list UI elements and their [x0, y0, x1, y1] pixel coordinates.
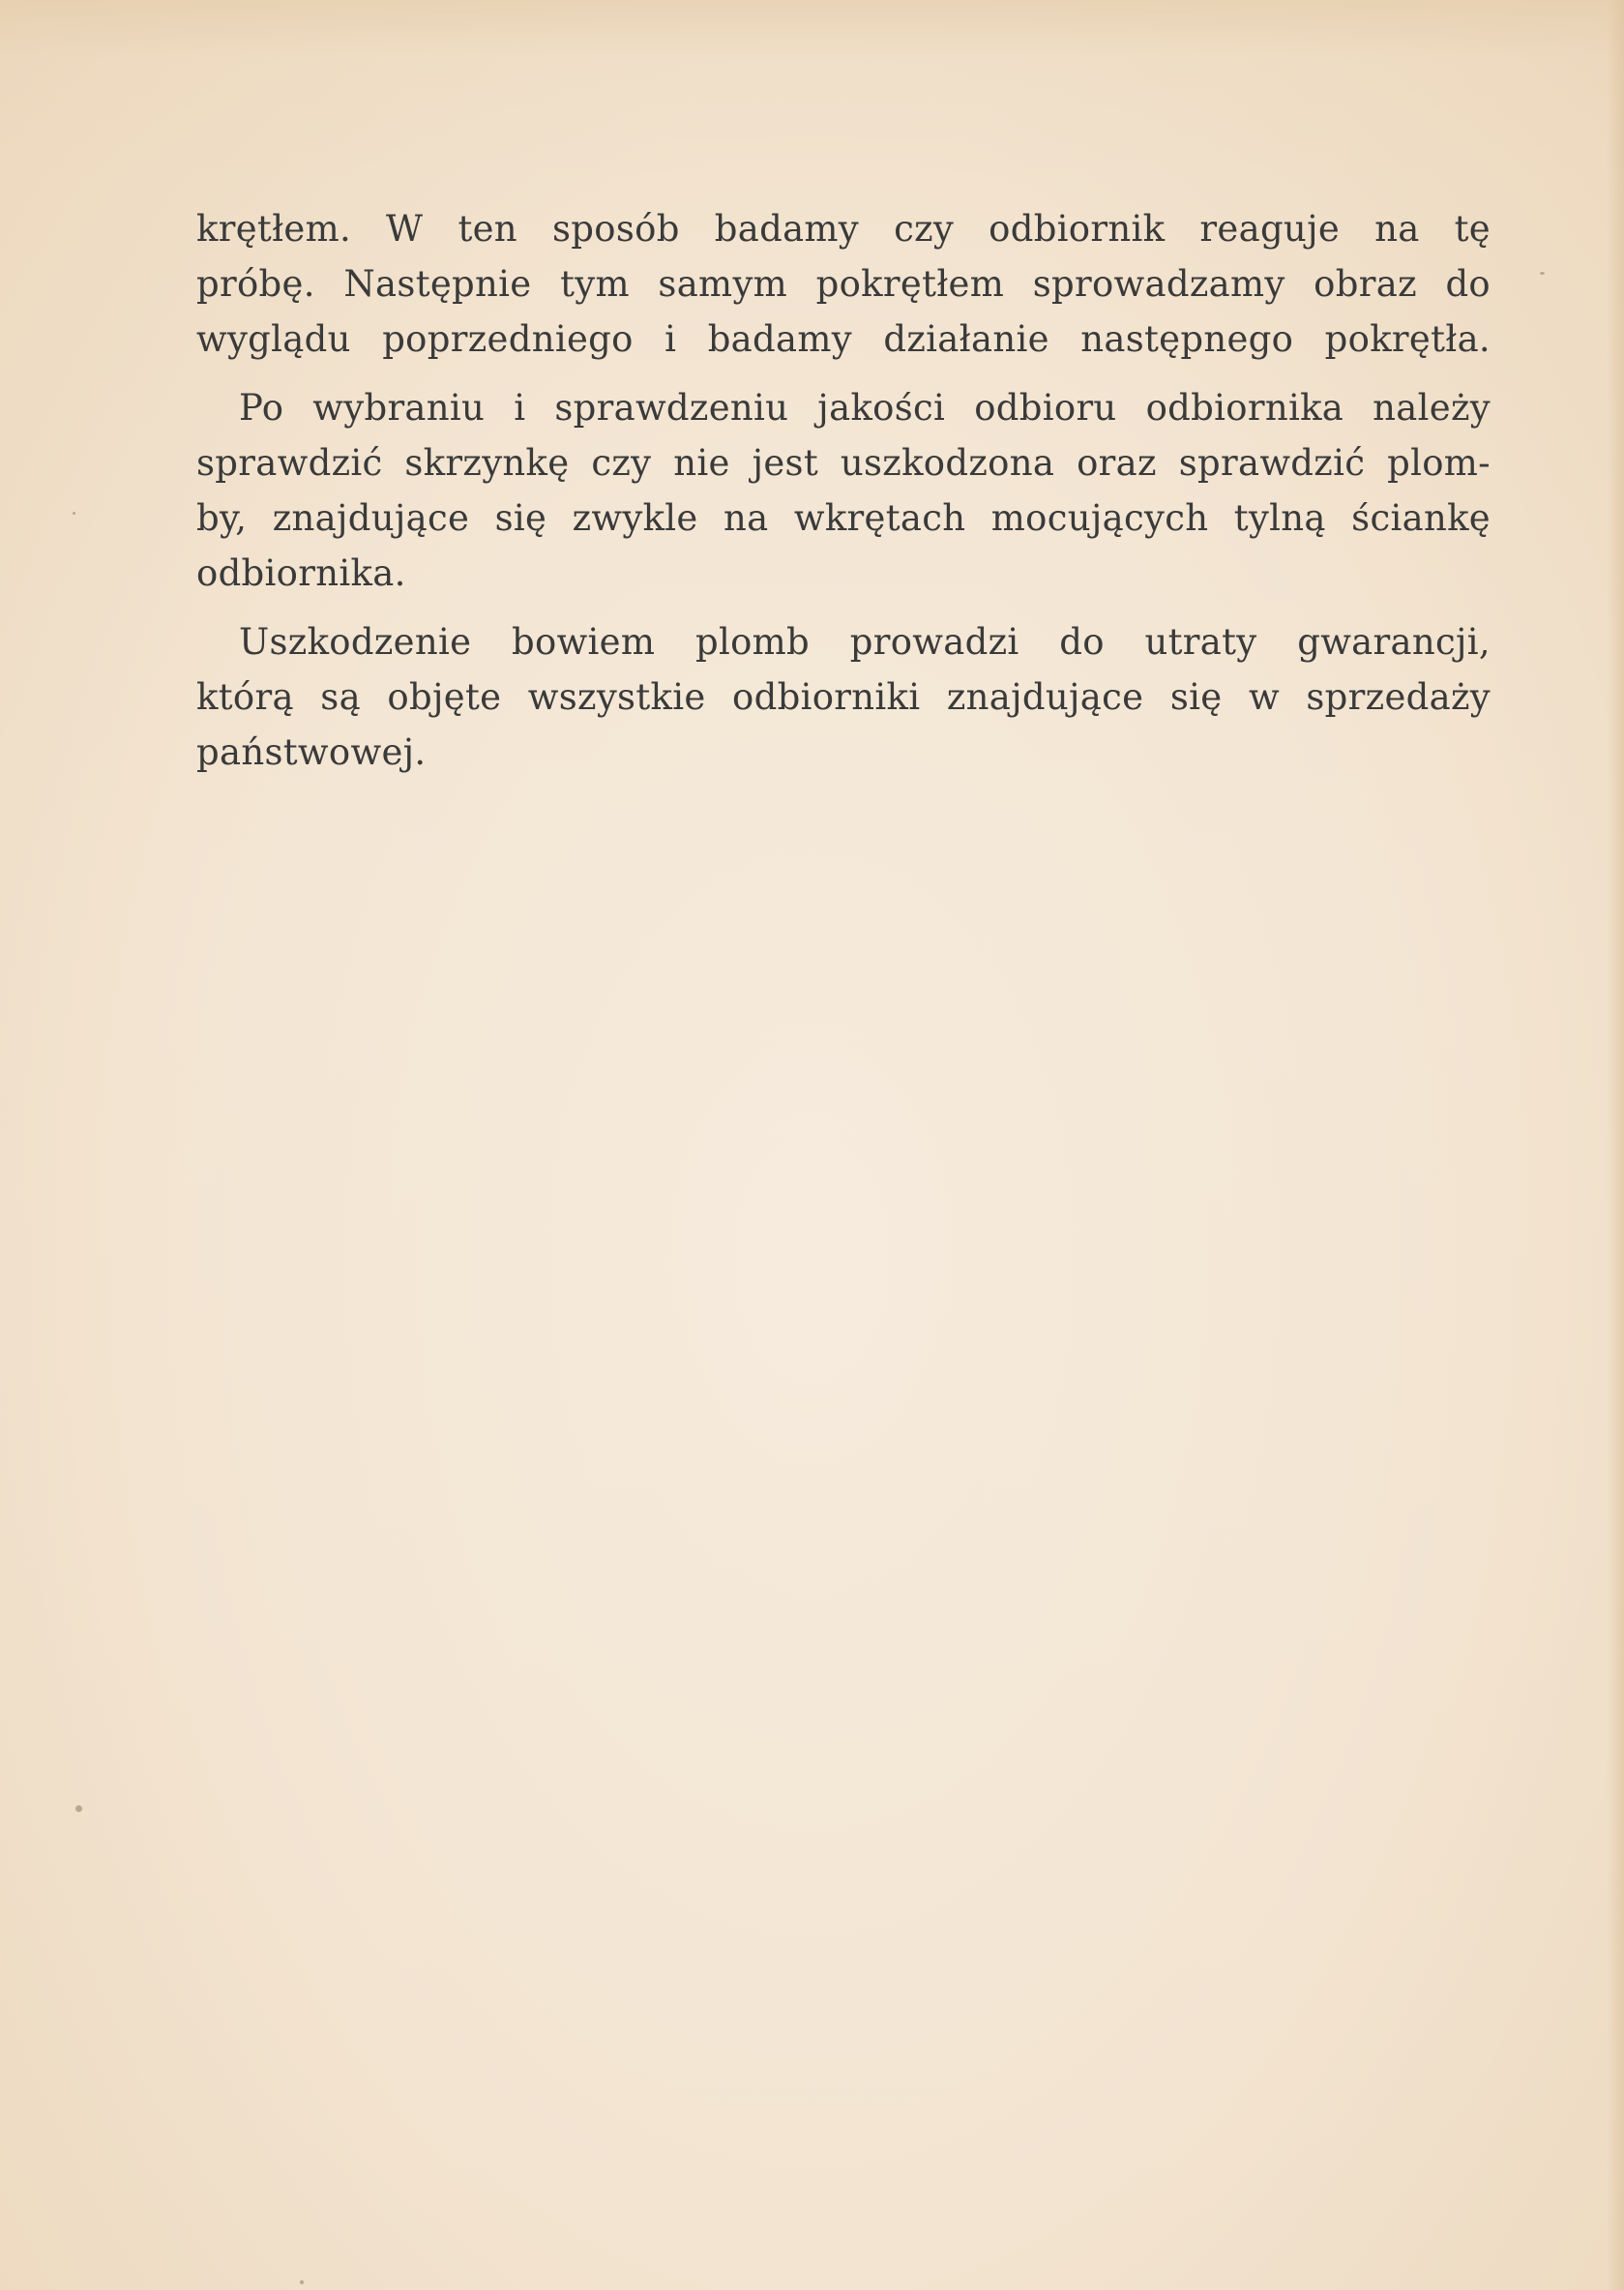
paper-speck	[73, 512, 75, 515]
text-line: Po wybraniu i sprawdzeniu jakości odbioru odbiornika należy	[239, 387, 1491, 429]
text-line: państwowej.	[196, 731, 427, 773]
text-line: krętłem. W ten sposób badamy czy odbiornik reaguje na tę	[196, 208, 1491, 250]
paper-speck	[300, 2280, 304, 2284]
paper-speck	[1540, 272, 1545, 275]
text-line: wyglądu poprzedniego i badamy działanie następnego pokrętła.	[196, 318, 1491, 360]
paper-speck	[75, 1805, 82, 1812]
paragraph-gap	[196, 601, 1491, 614]
text-line: sprawdzić skrzynkę czy nie jest uszkodzona oraz sprawdzić plom-	[196, 442, 1491, 484]
paragraph-gap	[196, 367, 1491, 380]
body-text	[196, 201, 1491, 780]
page-top-shading	[0, 0, 1624, 58]
text-line: odbiornika.	[196, 552, 406, 594]
text-line: próbę. Następnie tym samym pokrętłem sprowadzamy obraz do	[196, 263, 1491, 305]
text-line: by, znajdujące się zwykle na wkrętach mocujących tylną ściankę	[196, 497, 1491, 539]
page-right-edge	[1607, 0, 1624, 2290]
text-line: Uszkodzenie bowiem plomb prowadzi do utraty gwarancji,	[239, 621, 1491, 663]
text-line: którą są objęte wszystkie odbiorniki znajdujące się w sprzedaży	[196, 676, 1491, 718]
